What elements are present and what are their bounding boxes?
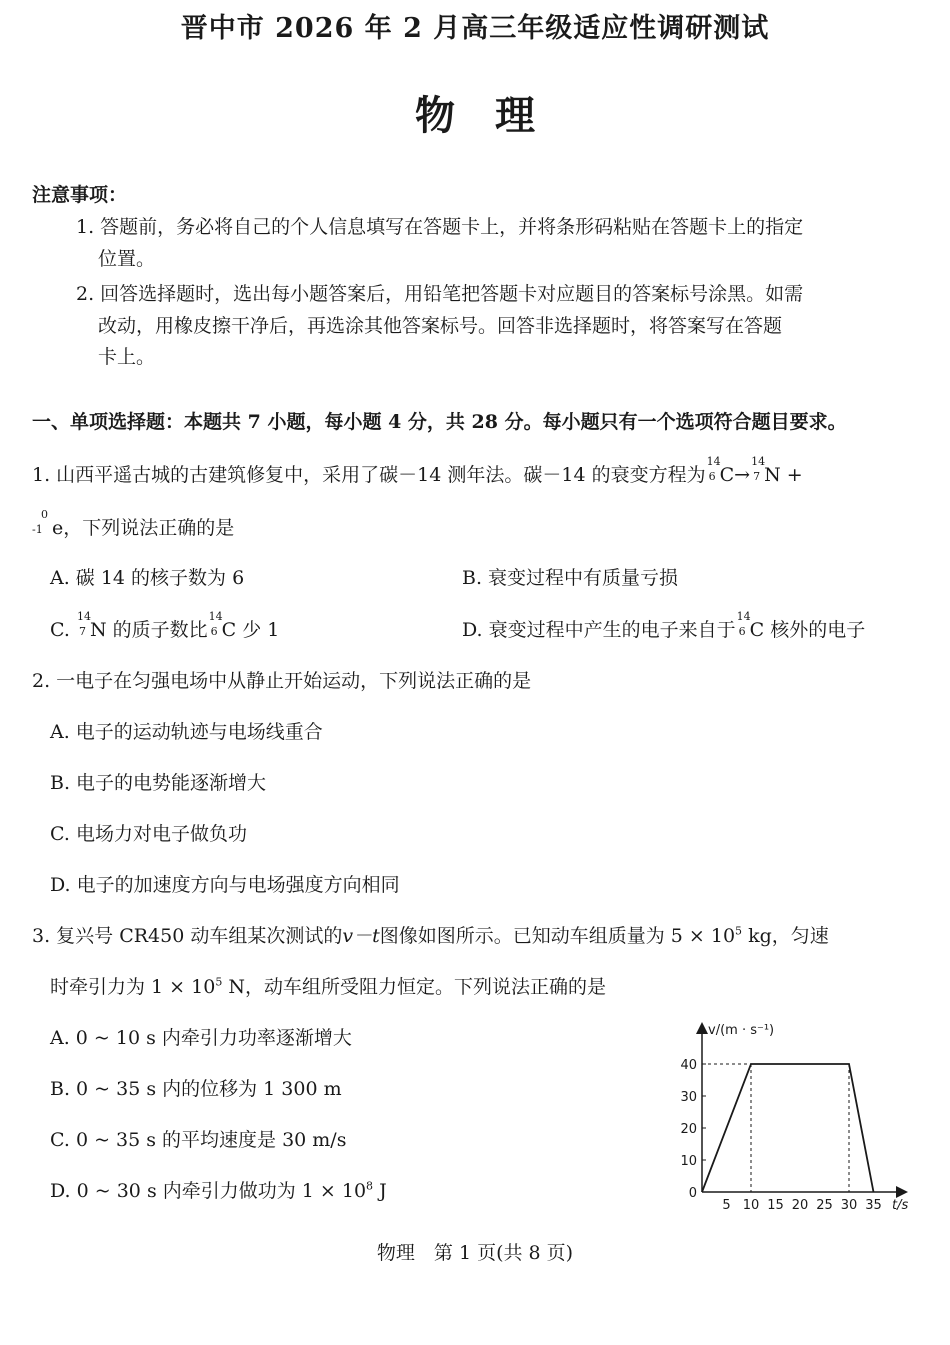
notice-item-2: 2. 回答选择题时，选出每小题答案后，用铅笔把答题卡对应题目的答案标号涂黑。如需: [76, 283, 804, 305]
x-tick-label: 35: [865, 1198, 882, 1213]
x-tick-label: 20: [791, 1198, 809, 1213]
q3-option-d: [50, 1176, 387, 1203]
notice-item-2-cont2: 卡上。: [98, 346, 156, 368]
question-1-stem: [32, 455, 803, 487]
q1-c-symbol: C→: [719, 464, 751, 486]
carbon-14-nuclide: [736, 610, 751, 638]
x-tick-label: 30: [840, 1198, 858, 1213]
q1-option-d: [462, 610, 866, 642]
nuclide-mass: 0: [41, 508, 48, 521]
y-tick-label: 30: [680, 1090, 697, 1105]
exponent: 5: [735, 924, 743, 938]
nuclide-mass: 14: [208, 610, 223, 623]
vt-symbol: v－t: [342, 925, 380, 947]
nuclide-mass: 14: [736, 610, 751, 623]
q3-option-a: A. 0 ~ 10 s 内牵引力功率逐渐增大: [50, 1027, 352, 1049]
option-text: J: [373, 1180, 387, 1202]
notice-item-1-cont: 位置。: [98, 248, 156, 270]
nuclide-mass: 14: [751, 455, 766, 468]
nuclide-charge: 7: [78, 625, 86, 638]
nuclide-charge: 6: [210, 625, 218, 638]
section-heading: 一、单项选择题：本题共 7 小题，每小题 4 分，共 28 分。每小题只有一个选项符合题目要求。: [32, 411, 847, 433]
nitrogen-14-nuclide: [750, 455, 766, 483]
option-text: D. 衰变过程中产生的电子来自于: [462, 619, 736, 641]
q3-option-b: B. 0 ~ 35 s 内的位移为 1 300 m: [50, 1078, 342, 1100]
q2-option-b: B. 电子的电势能逐渐增大: [50, 772, 267, 794]
q3-stem-text: N，动车组所受阻力恒定。下列说法正确的是: [222, 976, 606, 998]
x-tick-label: 10: [742, 1198, 760, 1213]
electron-nuclide: [32, 508, 52, 536]
option-text: D. 0 ~ 30 s 内牵引力做功为 1 × 10: [50, 1180, 367, 1202]
y-tick-label: 0: [688, 1186, 697, 1201]
y-tick-label: 40: [680, 1058, 697, 1073]
q2-option-c: C. 电场力对电子做负功: [50, 823, 247, 845]
nuclide-mass: 14: [76, 610, 91, 623]
q1-e-symbol: e，下列说法正确的是: [52, 517, 235, 539]
vt-graph: [670, 1018, 920, 1218]
option-text: C 少 1: [221, 619, 280, 641]
nitrogen-14-nuclide: [76, 610, 91, 638]
velocity-series-line: [702, 1064, 874, 1192]
x-axis-label: t/s: [892, 1198, 909, 1213]
q3-stem-text: 3. 复兴号 CR450 动车组某次测试的: [32, 925, 343, 947]
y-tick-label: 20: [680, 1122, 697, 1137]
x-tick-label: 5: [722, 1198, 731, 1213]
q3-stem-text: kg，匀速: [742, 925, 829, 947]
q2-option-a: A. 电子的运动轨迹与电场线重合: [50, 721, 323, 743]
exam-title: 晋中市 2026 年 2 月高三年级适应性调研测试: [180, 13, 770, 44]
notice-item-2-cont: 改动，用橡皮擦干净后，再选涂其他答案标号。回答非选择题时，将答案写在答题: [98, 315, 783, 337]
q2-option-d: D. 电子的加速度方向与电场强度方向相同: [50, 874, 400, 896]
q3-stem-text: 图像如图所示。已知动车组质量为 5 × 10: [379, 925, 736, 947]
q3-stem-text: 时牵引力为 1 × 10: [50, 976, 216, 998]
nuclide-charge: 6: [708, 470, 716, 483]
notice-item-1: 1. 答题前，务必将自己的个人信息填写在答题卡上，并将条形码粘贴在答题卡上的指定: [76, 216, 804, 238]
exponent: 8: [366, 1179, 374, 1193]
q3-option-c: C. 0 ~ 35 s 的平均速度是 30 m/s: [50, 1129, 347, 1151]
q1-stem-text: 1. 山西平遥古城的古建筑修复中，采用了碳－14 测年法。碳－14 的衰变方程为: [32, 464, 706, 486]
option-text: N 的质子数比: [89, 619, 208, 641]
nuclide-charge: -1: [32, 523, 43, 536]
notice-heading: 注意事项：: [32, 184, 128, 206]
q1-option-c: [50, 610, 280, 642]
nuclide-mass: 14: [706, 455, 721, 468]
question-3-stem-line2: [50, 972, 606, 999]
page-footer: 物理 第 1 页(共 8 页): [376, 1242, 574, 1264]
y-axis-label: v/(m · s⁻¹): [708, 1023, 775, 1038]
q1-n-symbol: N +: [764, 464, 803, 486]
carbon-14-nuclide: [706, 455, 721, 483]
x-tick-label: 15: [767, 1198, 784, 1213]
y-tick-label: 10: [680, 1154, 697, 1169]
carbon-14-nuclide: [208, 610, 223, 638]
subject-title: 物 理: [415, 92, 535, 139]
nuclide-charge: 7: [753, 470, 761, 483]
x-tick-label: 25: [816, 1198, 833, 1213]
question-3-stem: [32, 921, 829, 948]
option-letter: C.: [50, 619, 76, 641]
q1-option-a: A. 碳 14 的核子数为 6: [50, 567, 245, 589]
nuclide-charge: 6: [738, 625, 746, 638]
q1-option-b: B. 衰变过程中有质量亏损: [462, 567, 679, 589]
exponent: 5: [215, 975, 223, 989]
question-2-stem: 2. 一电子在匀强电场中从静止开始运动，下列说法正确的是: [32, 670, 532, 692]
option-text: C 核外的电子: [749, 619, 866, 641]
question-1-stem-line2: [32, 508, 235, 540]
